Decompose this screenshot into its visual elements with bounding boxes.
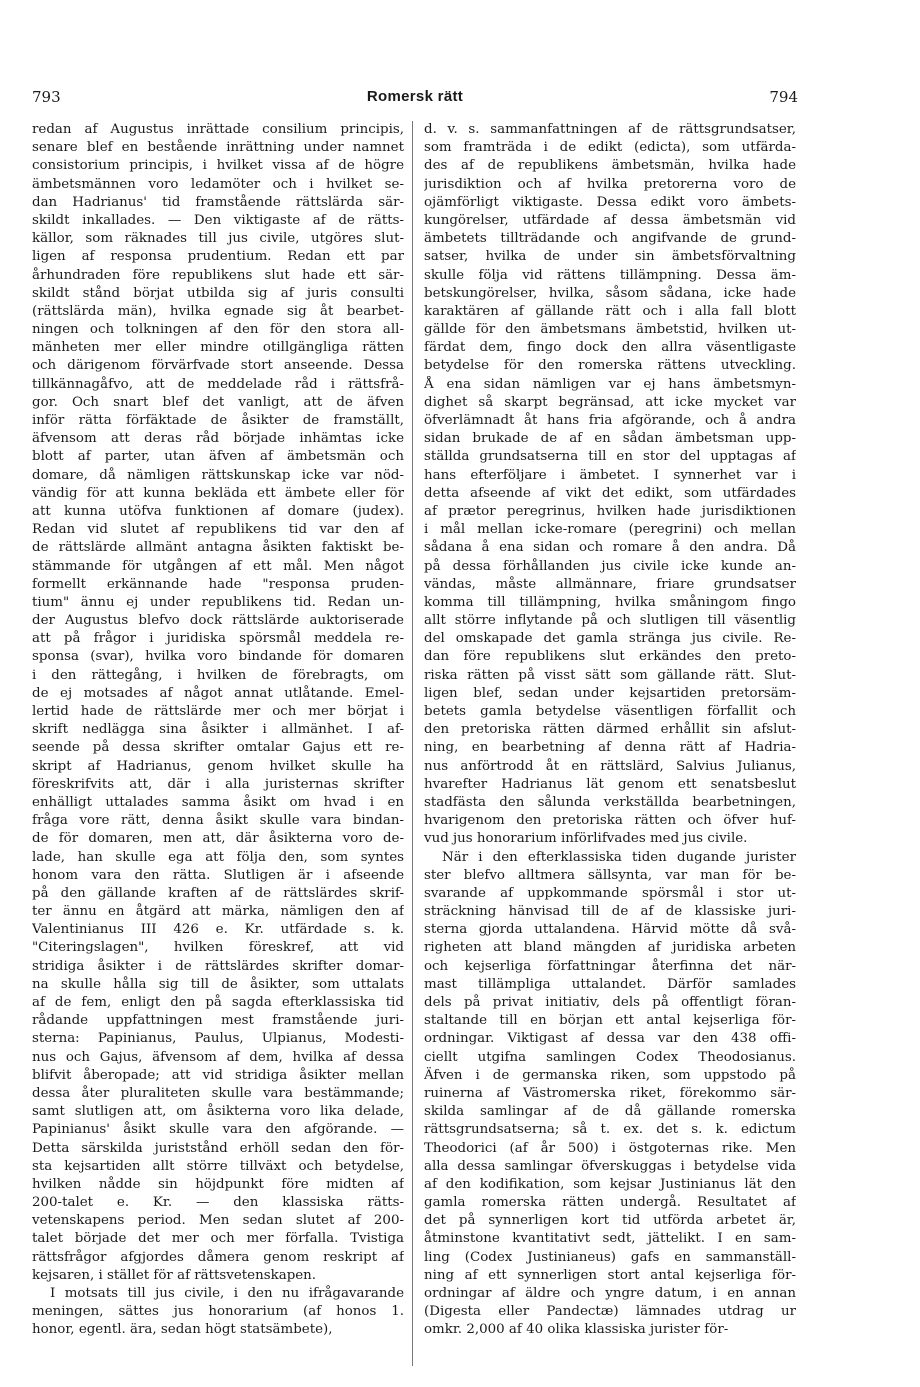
text-line: lertid hade de rättslärde mer och mer börjat i bbox=[32, 704, 404, 719]
text-line: dighet så skarpt begränsad, att icke mycket var bbox=[424, 394, 796, 410]
text-line: ningen och tolkningen af den för den stora all- bbox=[32, 322, 404, 338]
text-line: domare, då nämligen rättskunskap icke var nöd- bbox=[32, 467, 404, 483]
text-line: del omskapade det gamla stränga jus civile. Re- bbox=[424, 631, 796, 647]
text-line: den pretoriska rätten därmed erhållit sin afslut- bbox=[424, 722, 796, 738]
text-line: sträckning hänvisad till de af de klassiske juri- bbox=[424, 904, 796, 920]
text-line: skilda samlingar af de då gällande romerska bbox=[424, 1104, 796, 1120]
text-line: redan af Augustus inrättade consilium principis, bbox=[32, 122, 404, 137]
text-line: ligen af responsa prudentium. Redan ett par bbox=[32, 249, 404, 265]
text-line: des af de republikens ämbetsmän, hvilka hade bbox=[424, 158, 796, 174]
text-line: detta afseende af vikt det edikt, som utfärdades bbox=[424, 485, 796, 501]
text-line: vetenskapens period. Men sedan slutet af 200- bbox=[32, 1213, 404, 1229]
text-line: staltande till en början ett antal kejserliga för- bbox=[424, 1013, 796, 1029]
text-line: vändas, måste allmännare, friare grundsatser bbox=[424, 576, 796, 592]
text-line: I motsats till jus civile, i den nu ifrågavarande bbox=[50, 1286, 404, 1301]
left-text-column bbox=[32, 121, 404, 1340]
text-line: allt större inflytande på och slutligen till väsentlig bbox=[424, 613, 796, 629]
text-line: alla dessa samlingar öfverskuggas i betydelse vida bbox=[424, 1158, 796, 1174]
text-line: nus och Gajus, äfvensom af dem, hvilka af dessa bbox=[32, 1049, 404, 1065]
text-line: färdat dem, fingo dock den allra väsentligaste bbox=[424, 340, 796, 356]
text-line: d. v. s. sammanfattningen af de rättsgrundsatser, bbox=[424, 122, 796, 137]
text-line: dels på privat initiativ, dels på offentligt föran- bbox=[424, 995, 796, 1010]
text-line: som framträda i de edikt (edicta), som utfärda- bbox=[424, 140, 796, 156]
text-line: sådana å ena sidan och romare å den andra. Då bbox=[424, 540, 796, 556]
text-line: dan Hadrianus' tid framstående rättslärda sär- bbox=[32, 194, 404, 210]
text-line: rådande uppfattningen mest framstående juri- bbox=[32, 1013, 404, 1029]
text-line: omkr. 2,000 af 40 olika klassiska jurister för- bbox=[424, 1322, 729, 1338]
text-line: af prætor peregrinus, hvilken hade jurisdiktionen bbox=[424, 503, 796, 519]
right-text-column bbox=[424, 121, 796, 1340]
text-line: gor. Och snart blef det vanligt, att de äfven bbox=[32, 394, 404, 410]
text-line: Valentinianus III 426 e. Kr. utfärdade s. k. bbox=[32, 922, 404, 938]
text-line: vändig för att kunna bekläda ett ämbete eller för bbox=[32, 485, 404, 501]
text-line: samt slutligen att, om åsikterna voro lika delade, bbox=[32, 1104, 404, 1120]
text-line: 200-talet e. Kr. — den klassiska rätts- bbox=[32, 1195, 404, 1211]
text-line: (Digesta eller Pandectæ) lämnades utdrag ur bbox=[424, 1304, 796, 1320]
text-line: blott af parter, utan äfven af ämbetsmän och bbox=[32, 449, 404, 465]
text-line: ordningar af äldre och yngre datum, i en annan bbox=[424, 1286, 796, 1301]
running-title: Romersk rätt bbox=[366, 88, 464, 105]
text-line: svarande af uppkommande spörsmål i stor ut- bbox=[424, 885, 796, 901]
text-line: Papinianus' åsikt skulle vara den afgörande. — bbox=[32, 1122, 404, 1138]
text-line: Redan vid slutet af republikens tid var den af bbox=[32, 522, 404, 538]
text-line: ter ännu en åtgärd att märka, nämligen den af bbox=[32, 904, 404, 920]
text-line: righeten att bland mängden af juridiska arbeten bbox=[424, 940, 796, 956]
text-line: honor, egentl. ära, sedan högt statsämbete), bbox=[32, 1322, 333, 1338]
text-line: på den gällande kraften af de rättslärdes skrif- bbox=[32, 885, 404, 901]
text-line: ojämförligt viktigaste. Dessa edikt voro ämbets- bbox=[424, 194, 796, 210]
text-line: århundraden före republikens slut hade ett sär- bbox=[32, 267, 404, 283]
text-line: vud jus honorarium införlifvades med jus civile. bbox=[424, 831, 748, 847]
text-line: kungörelser, utfärdade af dessa ämbetsmän vid bbox=[424, 212, 796, 228]
text-line: att kunna utöfva funktionen af domare (judex). bbox=[32, 503, 404, 519]
text-line: inför rätta förfäktade de åsikter de framställt, bbox=[32, 413, 404, 428]
text-line: dan före republikens slut erkändes den preto- bbox=[424, 649, 796, 665]
text-line: sterna: Papinianus, Paulus, Ulpianus, Modesti- bbox=[32, 1031, 404, 1047]
text-line: lade, han skulle ega att följa den, som syntes bbox=[32, 849, 404, 865]
text-line: ruinerna af Västromerska riket, förekommo sär- bbox=[424, 1085, 796, 1101]
text-line: i mål mellan icke-romare (peregrini) och mellan bbox=[424, 522, 796, 538]
text-line: och kejserliga författningar återfinna det när- bbox=[424, 958, 796, 974]
text-line: de ej motsades af något annat utlåtande. Emel- bbox=[32, 685, 404, 701]
text-line: senare blef en bestående inrättning under namnet bbox=[32, 140, 404, 156]
text-line: betskungörelser, hvilka, såsom sådana, icke hade bbox=[424, 285, 796, 301]
page-number-right: 794 bbox=[769, 88, 798, 106]
text-line: källor, som räknades till jus civile, utgöres slut- bbox=[32, 231, 404, 247]
text-line: rättsgrundsatserna; så t. ex. det s. k. edictum bbox=[424, 1122, 796, 1138]
column-divider bbox=[412, 121, 413, 1366]
text-line: skrift nedlägga sina åsikter i allmänhet. I af- bbox=[32, 722, 404, 738]
text-line: åtminstone kvantitativt sedt, jättelikt. I en sam- bbox=[424, 1231, 796, 1247]
text-line: enhälligt uttalades samma åsikt om hvad i en bbox=[32, 794, 404, 810]
text-line: sponsa (svar), hvilka voro bindande för domaren bbox=[32, 649, 404, 665]
text-line: komma till tillämpning, hvilka småningom fingo bbox=[424, 594, 796, 610]
text-line: der Augustus blefvo dock rättslärde auktoriserade bbox=[32, 613, 404, 629]
text-line: Å ena sidan nämligen var ej hans ämbetsmyn- bbox=[424, 376, 796, 392]
text-line: ligen blef, sedan under kejsartiden pretorsäm- bbox=[424, 685, 796, 701]
text-line: de rättslärde allmänt antagna åsikten faktiskt be- bbox=[32, 540, 404, 556]
text-line: stämmande för utgången af ett mål. Men något bbox=[32, 558, 404, 574]
text-line: hans efterföljare i ämbetet. I synnerhet var i bbox=[424, 467, 796, 483]
text-line: skript af Hadrianus, genom hvilket skulle ha bbox=[32, 758, 404, 774]
text-line: i den rättegång, i hvilken de förebragts, om bbox=[32, 667, 404, 683]
text-line: consistorium principis, i hvilket vissa af de högre bbox=[32, 158, 404, 174]
text-line: skildt inkallades. — Den viktigaste af de rätts- bbox=[32, 212, 404, 228]
page-header bbox=[32, 88, 798, 112]
text-line: ning af ett synnerligen stort antal kejserliga för- bbox=[424, 1267, 796, 1283]
text-line: betets gamla betydelse väsentligen förfallit och bbox=[424, 704, 796, 719]
text-line: det på synnerligen kort tid utförda arbetet är, bbox=[424, 1213, 796, 1229]
text-line: stadfästa den sålunda verkställda bearbetningen, bbox=[424, 794, 796, 810]
text-line: hvarefter Hadrianus lät genom ett senatsbeslut bbox=[424, 776, 796, 792]
text-line: ställda grundsatserna till en stor del upptagas af bbox=[424, 449, 796, 465]
text-line: seende på dessa skrifter omtalar Gajus ett re- bbox=[32, 740, 404, 756]
text-line: talet började det mer och mer förfalla. Tvistiga bbox=[32, 1231, 404, 1247]
text-line: rättsfrågor afgjordes dåmera genom reskript af bbox=[32, 1249, 404, 1265]
text-line: karaktären af gällande rätt och i alla fall blott bbox=[424, 303, 796, 319]
text-line: ster blefvo alltmera sällsynta, var man för be- bbox=[424, 867, 796, 883]
text-line: af den kodifikation, som kejsar Justinianus lät den bbox=[424, 1176, 796, 1192]
text-line: blifvit åberopade; att vid stridiga åsikter mellan bbox=[32, 1067, 404, 1083]
text-line: honom vara den rätta. Slutligen är i afseende bbox=[32, 867, 404, 883]
text-line: riska rätten på visst sätt som gällande rätt. Slut- bbox=[424, 667, 796, 683]
text-line: meningen, sättes jus honorarium (af honos 1. bbox=[32, 1304, 404, 1320]
text-line: sidan brukade de af en sådan ämbetsman upp- bbox=[424, 431, 796, 447]
text-line: dessa åter pluraliteten skulle vara bestämmande; bbox=[32, 1085, 404, 1101]
text-line: de för domaren, men att, där åsikterna voro de- bbox=[32, 831, 404, 847]
text-line: öfverlämnadt åt hans fria afgörande, och å andra bbox=[424, 413, 796, 428]
text-line: ordningar. Viktigast af dessa var den 438 offi- bbox=[424, 1031, 796, 1047]
text-line: Äfven i de germanska riken, som uppstodo på bbox=[424, 1067, 796, 1083]
text-line: tillkännagåfvo, att de meddelade råd i rättsfrå- bbox=[32, 376, 404, 392]
text-line: och därigenom förvärfvade stort anseende. Dessa bbox=[32, 358, 404, 374]
text-line: skildt stånd börjat utbilda sig af juris consulti bbox=[32, 285, 404, 301]
text-line: "Citeringslagen", hvilken föreskref, att vid bbox=[32, 940, 404, 956]
text-line: sta kejsartiden allt större tillväxt och betydelse, bbox=[32, 1158, 404, 1174]
text-line: betydelse för den romerska rättens utveckling. bbox=[424, 358, 796, 374]
text-line: kejsaren, i stället för af rättsvetenskapen. bbox=[32, 1267, 317, 1283]
text-line: af de fem, enligt den på sagda efterklassiska tid bbox=[32, 995, 404, 1010]
text-line: ciellt utgifna samlingen Codex Theodosianus. bbox=[424, 1049, 796, 1065]
text-line: ning, en bearbetning af denna rätt af Hadria- bbox=[424, 740, 796, 756]
text-line: hvarigenom den pretoriska rätten och öfver huf- bbox=[424, 813, 796, 829]
text-line: satser, hvilka de under sin ämbetsförvaltning bbox=[424, 249, 796, 265]
text-line: hvilken nådde sin höjdpunkt före midten af bbox=[32, 1176, 404, 1192]
text-line: Theodorici (af år 500) i östgoternas rike. Men bbox=[424, 1140, 796, 1156]
text-line: föreskrifvits att, där i alla juristernas skrifter bbox=[32, 776, 404, 792]
text-line: formellt erkännande hade "responsa pruden- bbox=[32, 576, 404, 592]
text-line: ämbetets tillträdande och angifvande de grund- bbox=[424, 231, 796, 247]
text-line: stridiga åsikter i de rättslärdes skrifter domar- bbox=[32, 958, 404, 974]
text-line: ämbetsmännen voro ledamöter och i hvilket se- bbox=[32, 176, 404, 192]
text-line: äfvensom att deras råd började inhämtas icke bbox=[32, 431, 404, 447]
text-line: na skulle hålla sig till de åsikter, som uttalats bbox=[32, 976, 404, 992]
text-line: fråga vore rätt, denna åsikt skulle vara bindan- bbox=[32, 813, 404, 829]
text-line: gällde för den ämbetsmans ämbetstid, hvilken ut- bbox=[424, 322, 796, 338]
text-line: gamla romerska rätten undergå. Resultatet af bbox=[424, 1195, 796, 1211]
page-number-left: 793 bbox=[32, 88, 61, 106]
text-line: nus anförtrodd åt en rättslärd, Salvius Julianus, bbox=[424, 758, 796, 774]
text-line: (rättslärda män), hvilka egnade sig åt bearbet- bbox=[32, 303, 404, 319]
text-line: ling (Codex Justinianeus) gafs en sammanställ- bbox=[424, 1249, 796, 1265]
text-line: tium" ännu ej under republikens tid. Redan un- bbox=[32, 594, 404, 610]
text-line: När i den efterklassiska tiden dugande jurister bbox=[442, 849, 796, 865]
text-line: sterna gjorda uttalandena. Härvid mötte då svå- bbox=[424, 922, 796, 938]
text-line: skulle följa vid rättens tillämpning. Dessa äm- bbox=[424, 267, 796, 283]
text-line: att på frågor i juridiska spörsmål meddela re- bbox=[32, 631, 404, 647]
text-line: Detta särskilda juriststånd erhöll sedan den för- bbox=[32, 1140, 404, 1156]
text-line: på dessa förhållanden jus civile icke kunde an- bbox=[424, 558, 796, 574]
text-line: jurisdiktion och af hvilka pretorerna voro de bbox=[424, 176, 796, 192]
text-line: mänheten mer eller mindre otillgängliga rätten bbox=[32, 340, 404, 356]
text-line: mast tillämpliga uttalandet. Därför samlades bbox=[424, 976, 796, 992]
